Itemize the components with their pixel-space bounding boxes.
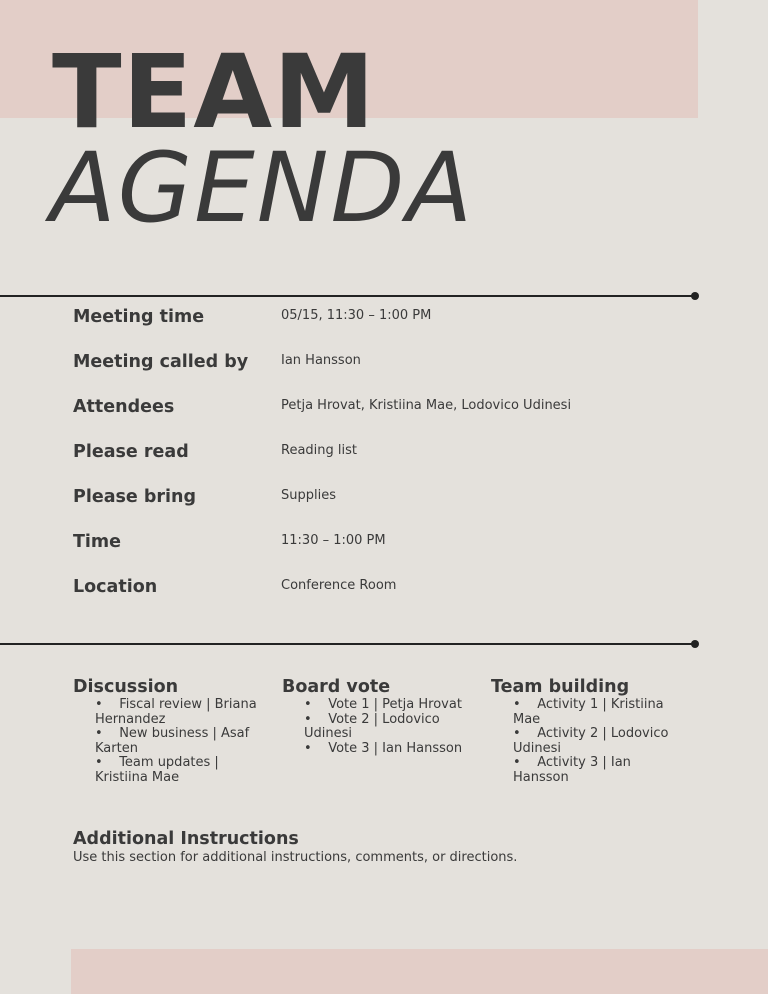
detail-value: Ian Hansson xyxy=(281,353,361,368)
detail-label: Meeting time xyxy=(73,307,205,327)
list-item xyxy=(282,713,472,742)
detail-value: Petja Hrovat, Kristiina Mae, Lodovico Udinesi xyxy=(281,398,572,413)
section-list xyxy=(73,698,263,786)
detail-row-please-read xyxy=(73,440,693,485)
title-agenda: AGENDA xyxy=(50,132,475,244)
detail-value: Reading list xyxy=(281,443,357,458)
bullet-icon: • xyxy=(513,697,538,712)
list-item xyxy=(73,698,263,727)
list-item xyxy=(491,727,681,756)
bullet-icon: • xyxy=(95,726,120,742)
detail-label: Attendees xyxy=(73,397,175,417)
list-item xyxy=(73,727,263,756)
bullet-icon: • xyxy=(304,711,329,727)
detail-value: Conference Room xyxy=(281,578,397,593)
detail-row-attendees xyxy=(73,395,693,440)
list-item xyxy=(491,756,681,785)
list-item-text: Vote 3 | Ian Hansson xyxy=(328,740,463,756)
section-board-vote xyxy=(282,677,472,756)
list-item xyxy=(282,698,472,713)
bullet-icon: • xyxy=(95,755,120,771)
bullet-icon: • xyxy=(304,697,329,712)
list-item-text: Vote 1 | Petja Hrovat xyxy=(328,697,462,712)
detail-label: Meeting called by xyxy=(73,352,249,372)
section-title: Board vote xyxy=(282,677,391,697)
section-title: Team building xyxy=(491,677,630,697)
divider-dot-icon xyxy=(691,640,699,648)
title-team: TEAM xyxy=(52,33,376,152)
additional-title: Additional Instructions xyxy=(73,829,299,849)
detail-label: Location xyxy=(73,577,158,597)
list-item-text: Activity 1 | Kristiina Mae xyxy=(513,697,664,727)
list-item xyxy=(73,756,263,785)
meeting-details xyxy=(73,305,693,620)
additional-text: Use this section for additional instructions, comments, or directions. xyxy=(73,850,518,865)
list-item xyxy=(282,742,472,757)
list-item-text: Activity 2 | Lodovico Udinesi xyxy=(513,726,669,756)
section-list xyxy=(282,698,472,756)
list-item xyxy=(491,698,681,727)
bullet-icon: • xyxy=(95,697,120,712)
section-team-building xyxy=(491,677,681,786)
detail-value: Supplies xyxy=(281,488,336,503)
detail-row-meeting-time xyxy=(73,305,693,350)
detail-value: 11:30 – 1:00 PM xyxy=(281,533,386,548)
detail-label: Please bring xyxy=(73,487,197,507)
divider-middle xyxy=(0,643,694,645)
list-item-text: New business | Asaf Karten xyxy=(95,726,250,756)
additional-instructions xyxy=(73,829,693,865)
bullet-icon: • xyxy=(513,755,538,771)
list-item-text: Activity 3 | Ian Hansson xyxy=(513,755,631,785)
section-title: Discussion xyxy=(73,677,179,697)
divider-top xyxy=(0,295,694,297)
bullet-icon: • xyxy=(513,726,538,742)
detail-row-please-bring xyxy=(73,485,693,530)
detail-row-location xyxy=(73,575,693,620)
section-list xyxy=(491,698,681,786)
list-item-text: Team updates | Kristiina Mae xyxy=(95,755,219,785)
detail-value: 05/15, 11:30 – 1:00 PM xyxy=(281,308,432,323)
list-item-text: Vote 2 | Lodovico Udinesi xyxy=(304,711,440,742)
detail-label: Time xyxy=(73,532,122,552)
detail-row-time xyxy=(73,530,693,575)
detail-label: Please read xyxy=(73,442,189,462)
list-item-text: Fiscal review | Briana Hernandez xyxy=(95,697,257,727)
bullet-icon: • xyxy=(304,740,329,756)
detail-row-called-by xyxy=(73,350,693,395)
bottom-accent-band xyxy=(71,949,768,994)
divider-dot-icon xyxy=(691,292,699,300)
section-discussion xyxy=(73,677,263,786)
